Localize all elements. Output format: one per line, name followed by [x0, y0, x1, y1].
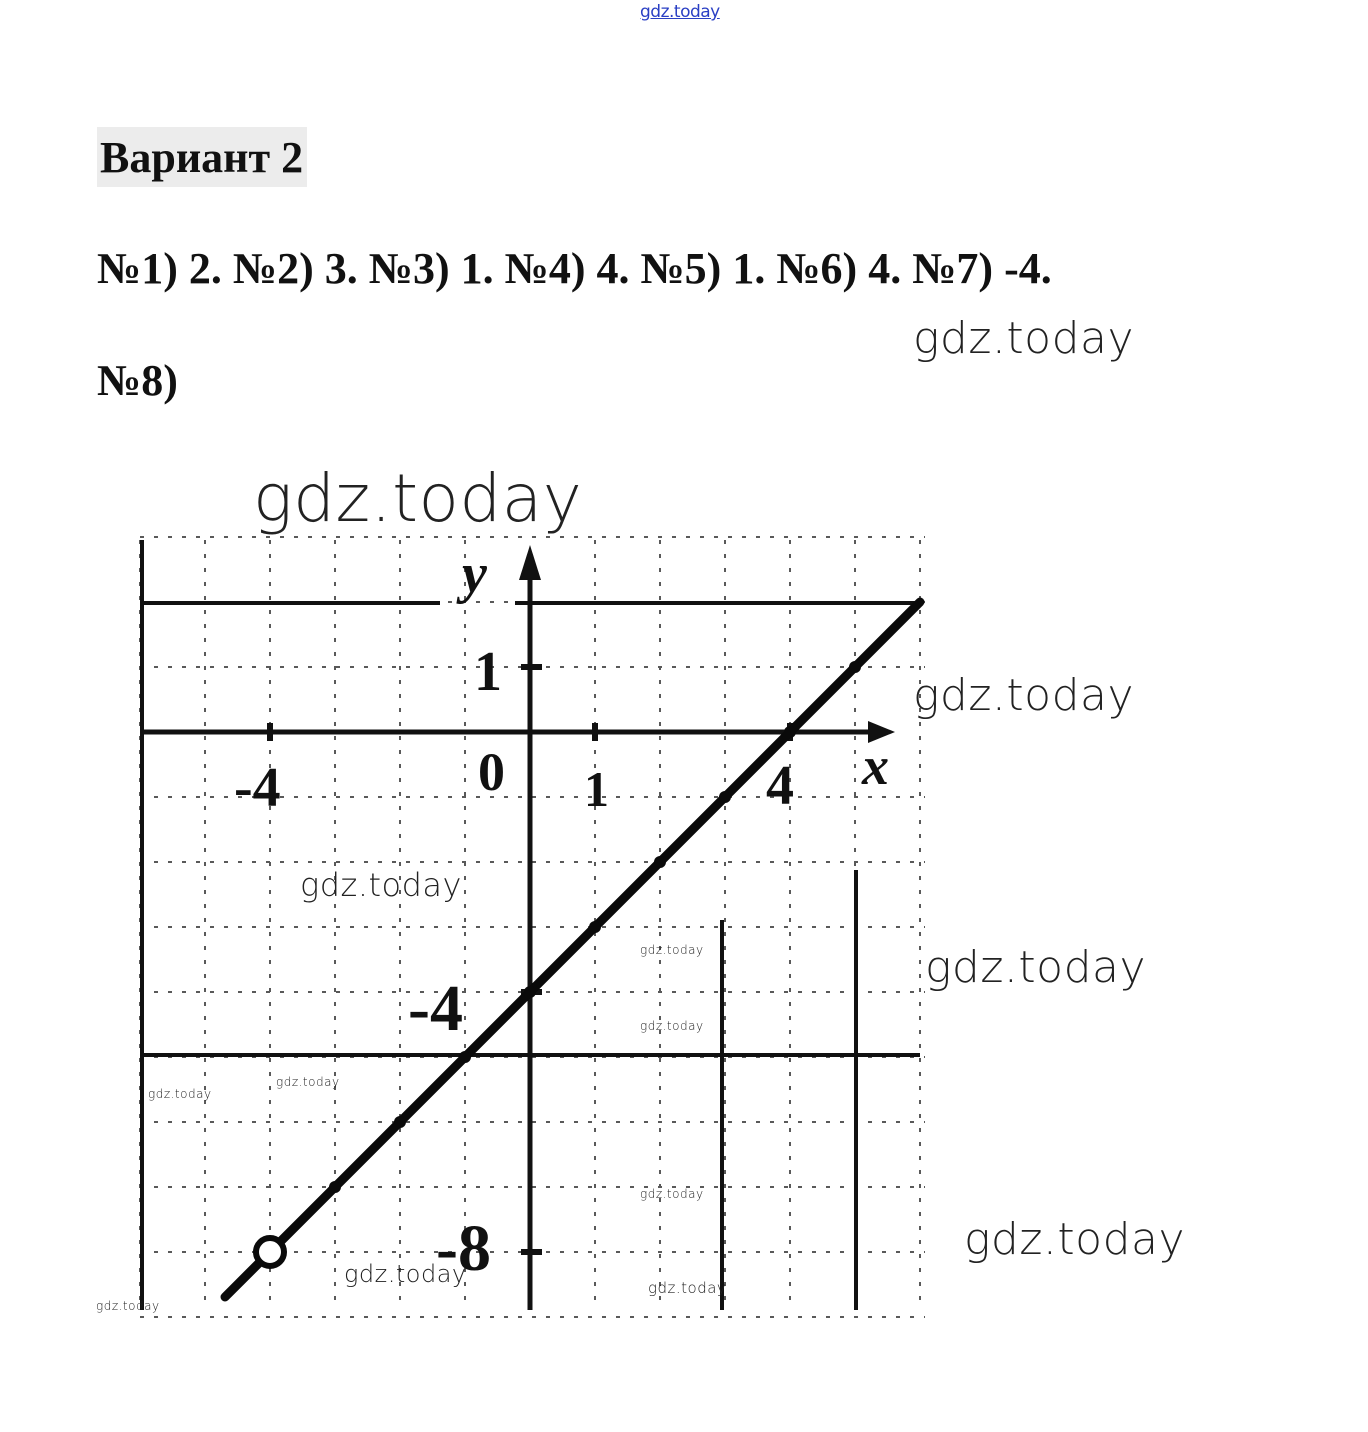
line-point [329, 1181, 341, 1193]
y-axis-arrow [519, 545, 541, 580]
line-point [394, 1116, 406, 1128]
function-line-y-equals-x-minus-4 [225, 602, 920, 1297]
watermark: gdz.today [640, 1187, 704, 1201]
watermark: gdz.today [648, 1279, 727, 1297]
watermark: gdz.today [253, 460, 583, 537]
watermark: gdz.today [300, 866, 462, 904]
function-line [225, 602, 920, 1297]
task-8-label: №8) [97, 356, 178, 405]
watermark: gdz.today [148, 1087, 212, 1101]
watermark: gdz.today [344, 1260, 467, 1288]
line-point [524, 986, 536, 998]
open-point [256, 1238, 284, 1266]
watermark: gdz.today [96, 1299, 160, 1313]
line-point [784, 726, 796, 738]
watermark: gdz.today [925, 942, 1147, 993]
y-tick-label-1: 1 [474, 641, 502, 703]
watermark: gdz.today [913, 313, 1135, 364]
answers-line: №1) 2. №2) 3. №3) 1. №4) 4. №5) 1. №6) 4. №7) -4. [97, 244, 1052, 293]
origin-label: 0 [478, 742, 505, 802]
x-tick-label-1: 1 [584, 761, 609, 817]
watermark: gdz.today [640, 943, 704, 957]
variant-title: Вариант 2 [97, 127, 307, 187]
line-point [654, 856, 666, 868]
line-point [849, 661, 861, 673]
line-point [459, 1051, 471, 1063]
x-tick-label-4: 4 [766, 755, 794, 817]
function-graph [120, 510, 940, 1330]
x-axis-label: x [862, 736, 889, 796]
x-tick-label-neg4: -4 [234, 757, 281, 819]
watermark: gdz.today [276, 1075, 340, 1089]
y-tick-label-neg8: -8 [436, 1212, 491, 1285]
watermark: gdz.today [640, 1019, 704, 1033]
line-point [589, 921, 601, 933]
header-link[interactable]: gdz.today [640, 2, 720, 22]
watermark: gdz.today [913, 670, 1135, 721]
line-point [719, 791, 731, 803]
y-tick-label-neg4: -4 [408, 972, 463, 1045]
watermark: gdz.today [964, 1214, 1186, 1265]
y-axis-label: y [462, 543, 487, 605]
